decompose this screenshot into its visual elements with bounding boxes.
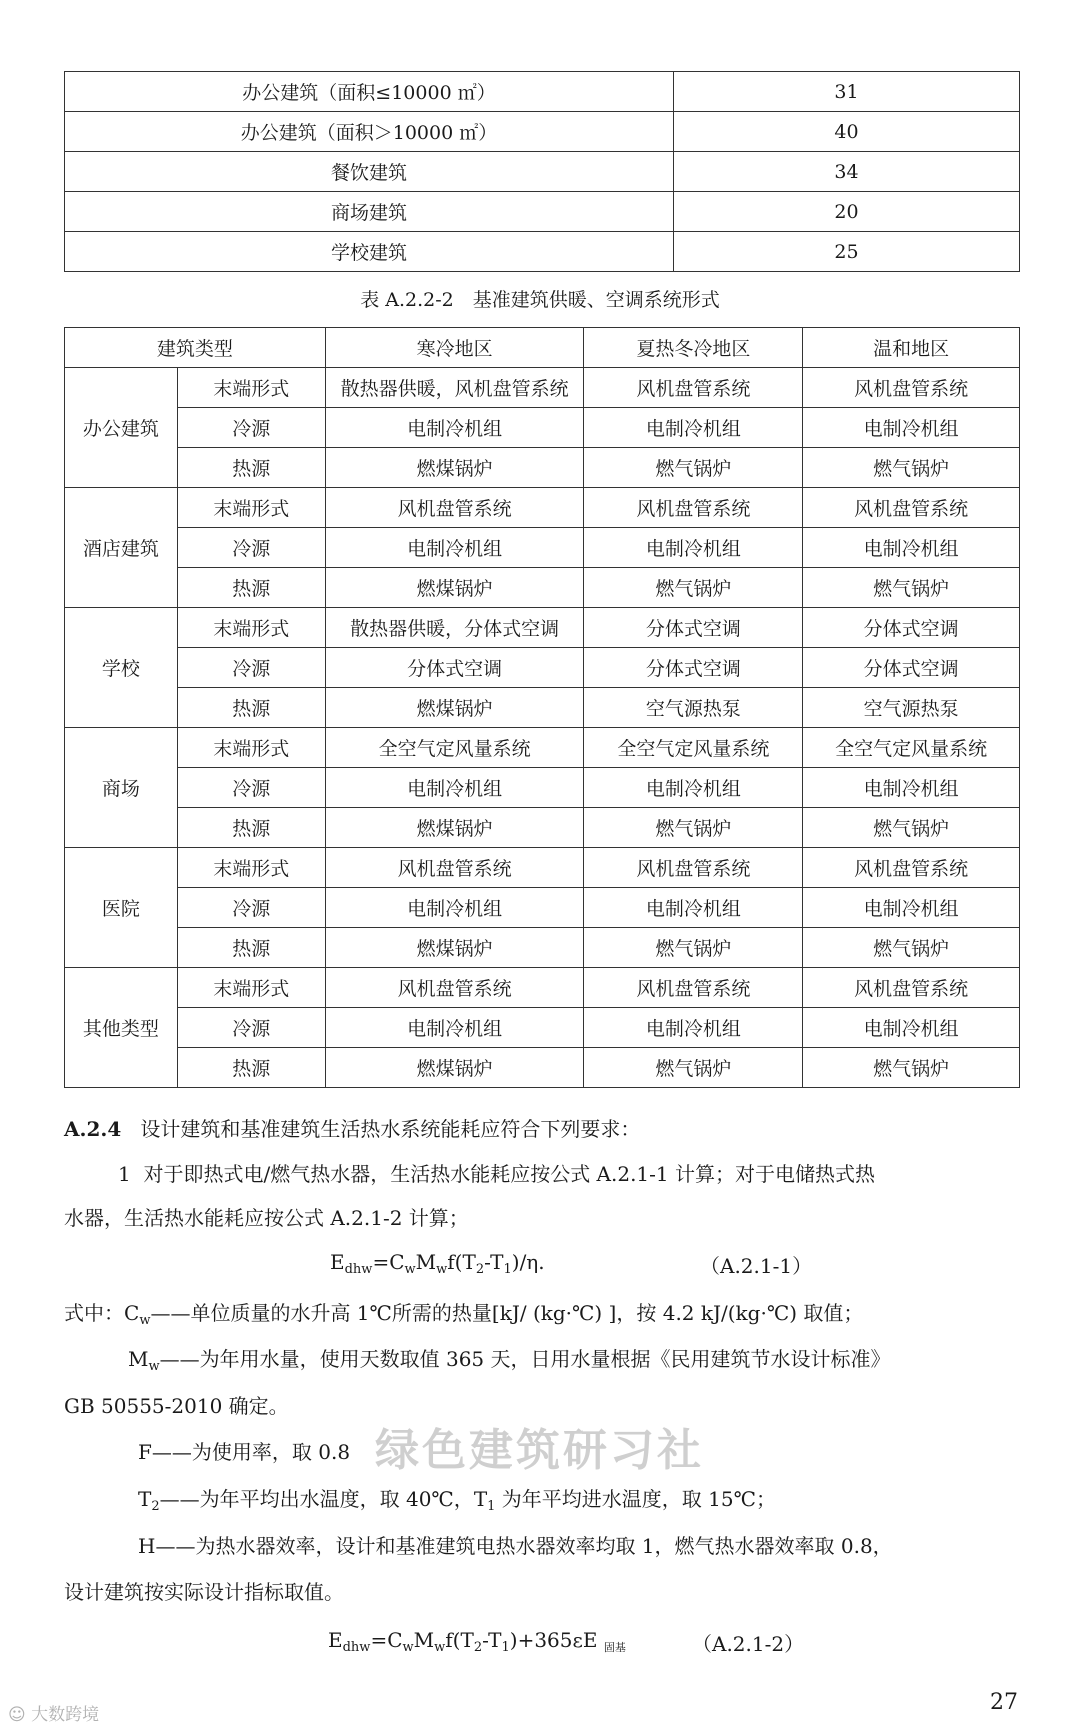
table-row xyxy=(65,408,1020,448)
building-group-cell: 学校 xyxy=(65,608,178,728)
value-cell: 25 xyxy=(674,232,1020,272)
building-type-cell: 办公建筑（面积≤10000 ㎡） xyxy=(65,72,674,112)
hscw-cell: 燃气锅炉 xyxy=(584,568,803,608)
table-row xyxy=(65,192,1020,232)
mild-cell: 风机盘管系统 xyxy=(803,368,1020,408)
t-definition: $T_2——$为年平均出水温度，取 40℃，$T_1$ 为年平均进水温度，取 15℃； xyxy=(138,1487,776,1514)
table-row xyxy=(65,808,1020,848)
mw-definition-line2: GB 50555-2010 确定。 xyxy=(64,1394,289,1418)
item-number: 1 xyxy=(118,1162,131,1186)
table-row xyxy=(65,968,1020,1008)
cold-cell: 电制冷机组 xyxy=(325,1008,584,1048)
table-row xyxy=(65,1048,1020,1088)
value-cell: 34 xyxy=(674,152,1020,192)
mild-cell: 燃气锅炉 xyxy=(803,1048,1020,1088)
cold-cell: 分体式空调 xyxy=(325,648,584,688)
mild-cell: 电制冷机组 xyxy=(803,528,1020,568)
item-cell: 热源 xyxy=(177,688,325,728)
table-row xyxy=(65,768,1020,808)
cold-cell: 燃煤锅炉 xyxy=(325,808,584,848)
item-cell: 冷源 xyxy=(177,648,325,688)
table-caption: 表 A.2.2-2 基准建筑供暖、空调系统形式 xyxy=(360,289,720,311)
item-cell: 热源 xyxy=(177,1048,325,1088)
section-title: 设计建筑和基准建筑生活热水系统能耗应符合下列要求： xyxy=(140,1117,641,1141)
building-type-cell: 商场建筑 xyxy=(65,192,674,232)
hscw-cell: 电制冷机组 xyxy=(584,408,803,448)
mild-cell: 空气源热泵 xyxy=(803,688,1020,728)
hscw-cell: 燃气锅炉 xyxy=(584,448,803,488)
cold-cell: 全空气定风量系统 xyxy=(325,728,584,768)
table-row xyxy=(65,608,1020,648)
cold-cell: 电制冷机组 xyxy=(325,408,584,448)
hscw-cell: 燃气锅炉 xyxy=(584,1048,803,1088)
table-row xyxy=(65,888,1020,928)
hscw-cell: 风机盘管系统 xyxy=(584,368,803,408)
building-type-cell: 办公建筑（面积＞10000 ㎡） xyxy=(65,112,674,152)
table-row xyxy=(65,152,1020,192)
item-text: 对于即热式电/燃气热水器，生活热水能耗应按公式 A.2.1-1 计算；对于电储热式热 xyxy=(143,1162,875,1186)
item1-line2: 水器，生活热水能耗应按公式 A.2.1-2 计算； xyxy=(64,1206,469,1230)
mild-cell: 电制冷机组 xyxy=(803,408,1020,448)
item-cell: 热源 xyxy=(177,928,325,968)
table-row xyxy=(65,448,1020,488)
building-group-cell: 医院 xyxy=(65,848,178,968)
watermark: 绿色建筑研习社 xyxy=(375,1425,704,1476)
mild-cell: 电制冷机组 xyxy=(803,1008,1020,1048)
hscw-cell: 风机盘管系统 xyxy=(584,968,803,1008)
item-cell: 末端形式 xyxy=(177,368,325,408)
building-group-cell: 办公建筑 xyxy=(65,368,178,488)
cold-cell: 散热器供暖，风机盘管系统 xyxy=(325,368,584,408)
building-group-cell: 商场 xyxy=(65,728,178,848)
item1-line1 xyxy=(118,1158,875,1187)
item-cell: 热源 xyxy=(177,448,325,488)
hscw-cell: 风机盘管系统 xyxy=(584,848,803,888)
table-row xyxy=(65,648,1020,688)
item-cell: 末端形式 xyxy=(177,968,325,1008)
cold-cell: 风机盘管系统 xyxy=(325,488,584,528)
section-heading xyxy=(64,1113,640,1142)
energy-index-table xyxy=(64,71,1020,272)
header-mild-region: 温和地区 xyxy=(803,328,1020,368)
hscw-cell: 分体式空调 xyxy=(584,648,803,688)
table-row xyxy=(65,568,1020,608)
item-cell: 末端形式 xyxy=(177,848,325,888)
hvac-system-table xyxy=(64,327,1020,1088)
item-cell: 热源 xyxy=(177,568,325,608)
hscw-cell: 空气源热泵 xyxy=(584,688,803,728)
table-row xyxy=(65,72,1020,112)
cold-cell: 散热器供暖，分体式空调 xyxy=(325,608,584,648)
table-row xyxy=(65,112,1020,152)
mild-cell: 电制冷机组 xyxy=(803,888,1020,928)
hscw-cell: 分体式空调 xyxy=(584,608,803,648)
building-group-cell: 酒店建筑 xyxy=(65,488,178,608)
mild-cell: 分体式空调 xyxy=(803,608,1020,648)
header-hscw-region: 夏热冬冷地区 xyxy=(584,328,803,368)
table-row xyxy=(65,848,1020,888)
table-row xyxy=(65,688,1020,728)
mw-definition-line1: $M_w——$为年用水量，使用天数取值 365 天，日用水量根据《民用建筑节水设计标准》 xyxy=(128,1347,891,1374)
equation-2: $E_{dhw}=C_wM_wf(T_2-T_1)+365\varepsilon E$ $_{固基}$ xyxy=(328,1628,626,1655)
mild-cell: 分体式空调 xyxy=(803,648,1020,688)
cold-cell: 燃煤锅炉 xyxy=(325,928,584,968)
building-type-cell: 餐饮建筑 xyxy=(65,152,674,192)
table-row xyxy=(65,232,1020,272)
hscw-cell: 电制冷机组 xyxy=(584,888,803,928)
item-cell: 末端形式 xyxy=(177,728,325,768)
equation-1: $E_{dhw}=C_wM_wf(T_2-T_1)/\eta$. xyxy=(330,1250,545,1277)
h-definition-line2: 设计建筑按实际设计指标取值。 xyxy=(64,1580,344,1604)
hscw-cell: 全空气定风量系统 xyxy=(584,728,803,768)
header-building-type: 建筑类型 xyxy=(65,328,326,368)
item-cell: 末端形式 xyxy=(177,608,325,648)
mild-cell: 风机盘管系统 xyxy=(803,848,1020,888)
header-cold-region: 寒冷地区 xyxy=(325,328,584,368)
item-cell: 热源 xyxy=(177,808,325,848)
equation-1-label: （A.2.1-1） xyxy=(700,1254,813,1278)
table-row xyxy=(65,488,1020,528)
cold-cell: 电制冷机组 xyxy=(325,768,584,808)
cold-cell: 风机盘管系统 xyxy=(325,968,584,1008)
table-row xyxy=(65,368,1020,408)
cold-cell: 燃煤锅炉 xyxy=(325,448,584,488)
cold-cell: 燃煤锅炉 xyxy=(325,1048,584,1088)
value-cell: 20 xyxy=(674,192,1020,232)
mild-cell: 燃气锅炉 xyxy=(803,928,1020,968)
table-row xyxy=(65,1008,1020,1048)
item-cell: 冷源 xyxy=(177,408,325,448)
mild-cell: 燃气锅炉 xyxy=(803,568,1020,608)
cold-cell: 风机盘管系统 xyxy=(325,848,584,888)
cold-cell: 电制冷机组 xyxy=(325,528,584,568)
item-cell: 冷源 xyxy=(177,888,325,928)
f-definition: F——为使用率，取 0.8 xyxy=(138,1440,351,1464)
building-type-cell: 学校建筑 xyxy=(65,232,674,272)
table-row xyxy=(65,928,1020,968)
item-cell: 冷源 xyxy=(177,528,325,568)
corner-logo: ☺ 大数跨境 xyxy=(8,1705,100,1725)
hscw-cell: 电制冷机组 xyxy=(584,528,803,568)
table-row xyxy=(65,728,1020,768)
table-row xyxy=(65,528,1020,568)
mild-cell: 燃气锅炉 xyxy=(803,808,1020,848)
mild-cell: 燃气锅炉 xyxy=(803,448,1020,488)
cw-definition: 式中：$C_w——$单位质量的水升高 1℃所需的热量[kJ/ (kg·℃) ]，按 4.2 kJ/(kg·℃) 取值； xyxy=(64,1301,864,1328)
page-number: 27 xyxy=(990,1690,1018,1715)
hscw-cell: 电制冷机组 xyxy=(584,768,803,808)
equation-2-label: （A.2.1-2） xyxy=(692,1632,805,1656)
mild-cell: 全空气定风量系统 xyxy=(803,728,1020,768)
cold-cell: 燃煤锅炉 xyxy=(325,568,584,608)
mild-cell: 电制冷机组 xyxy=(803,768,1020,808)
item-cell: 末端形式 xyxy=(177,488,325,528)
hscw-cell: 电制冷机组 xyxy=(584,1008,803,1048)
item-cell: 冷源 xyxy=(177,768,325,808)
cold-cell: 电制冷机组 xyxy=(325,888,584,928)
hscw-cell: 燃气锅炉 xyxy=(584,928,803,968)
hscw-cell: 风机盘管系统 xyxy=(584,488,803,528)
item-cell: 冷源 xyxy=(177,1008,325,1048)
hscw-cell: 燃气锅炉 xyxy=(584,808,803,848)
mild-cell: 风机盘管系统 xyxy=(803,968,1020,1008)
section-number: A.2.4 xyxy=(64,1117,122,1141)
h-definition-line1: H——为热水器效率，设计和基准建筑电热水器效率均取 1，燃气热水器效率取 0.8， xyxy=(138,1534,893,1558)
table-header-row xyxy=(65,328,1020,368)
building-group-cell: 其他类型 xyxy=(65,968,178,1088)
value-cell: 40 xyxy=(674,112,1020,152)
value-cell: 31 xyxy=(674,72,1020,112)
mild-cell: 风机盘管系统 xyxy=(803,488,1020,528)
cold-cell: 燃煤锅炉 xyxy=(325,688,584,728)
